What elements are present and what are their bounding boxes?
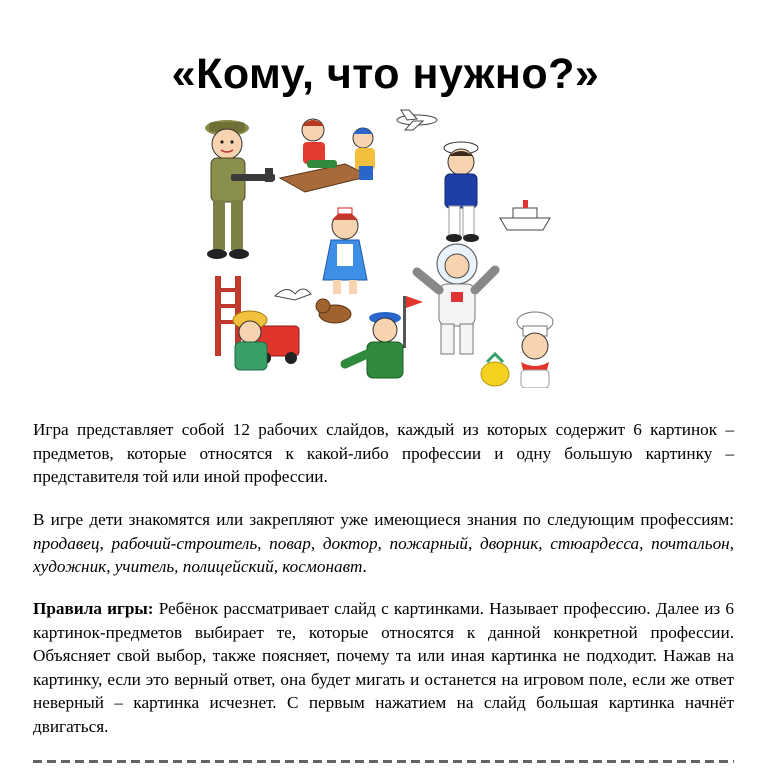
rules-paragraph	[33, 597, 734, 739]
professions-paragraph	[33, 508, 734, 579]
page-title: «Кому, что нужно?»	[171, 50, 600, 98]
bird-icon	[275, 289, 311, 300]
airplane-icon	[397, 110, 437, 130]
professions-end: .	[362, 557, 367, 577]
nurse-girl-icon	[323, 208, 367, 294]
chef-icon	[481, 312, 553, 388]
sailor-icon	[444, 142, 479, 242]
soldier-icon	[205, 120, 275, 259]
cut-off-text-line	[33, 760, 734, 763]
professions-intro: В игре дети знакомятся или закрепляют уже имеющиеся знания по следующим профессиям:	[33, 510, 734, 529]
ship-icon	[500, 200, 550, 230]
sandbox-kids-icon	[280, 119, 375, 192]
rules-label: Правила игры:	[33, 599, 154, 618]
astronaut-icon	[417, 244, 495, 354]
dog-icon	[316, 299, 351, 323]
professions-illustration	[195, 108, 570, 388]
professions-list: продавец, рабочий-строитель, повар, доктор, пожарный, дворник, стюардесса, почтальон, художник, учитель, полицейский, космонавт	[33, 533, 734, 577]
description-paragraph: Игра представляет собой 12 рабочих слайдов, каждый из которых содержит 6 картинок – предметов, которые относятся к какой-либо профессии и одну большую картинку – представителя той или иной профессии.	[33, 420, 734, 487]
traffic-officer-icon	[345, 296, 423, 378]
rules-text: Ребёнок рассматривает слайд с картинками. Называет профессию. Далее из 6 картинок-предметов выбирает те, которые относятся к данной конкретной профессии. Объясняет свой выбор, также поясняет, почему та или иная картинка не подходит. Нажав на картинку, если это верный ответ, она будет мигать и останется на игровом поле, если же ответ неверный – картинка исчезнет. С первым нажатием на слайд большая картинка начнёт двигаться.	[33, 599, 734, 736]
